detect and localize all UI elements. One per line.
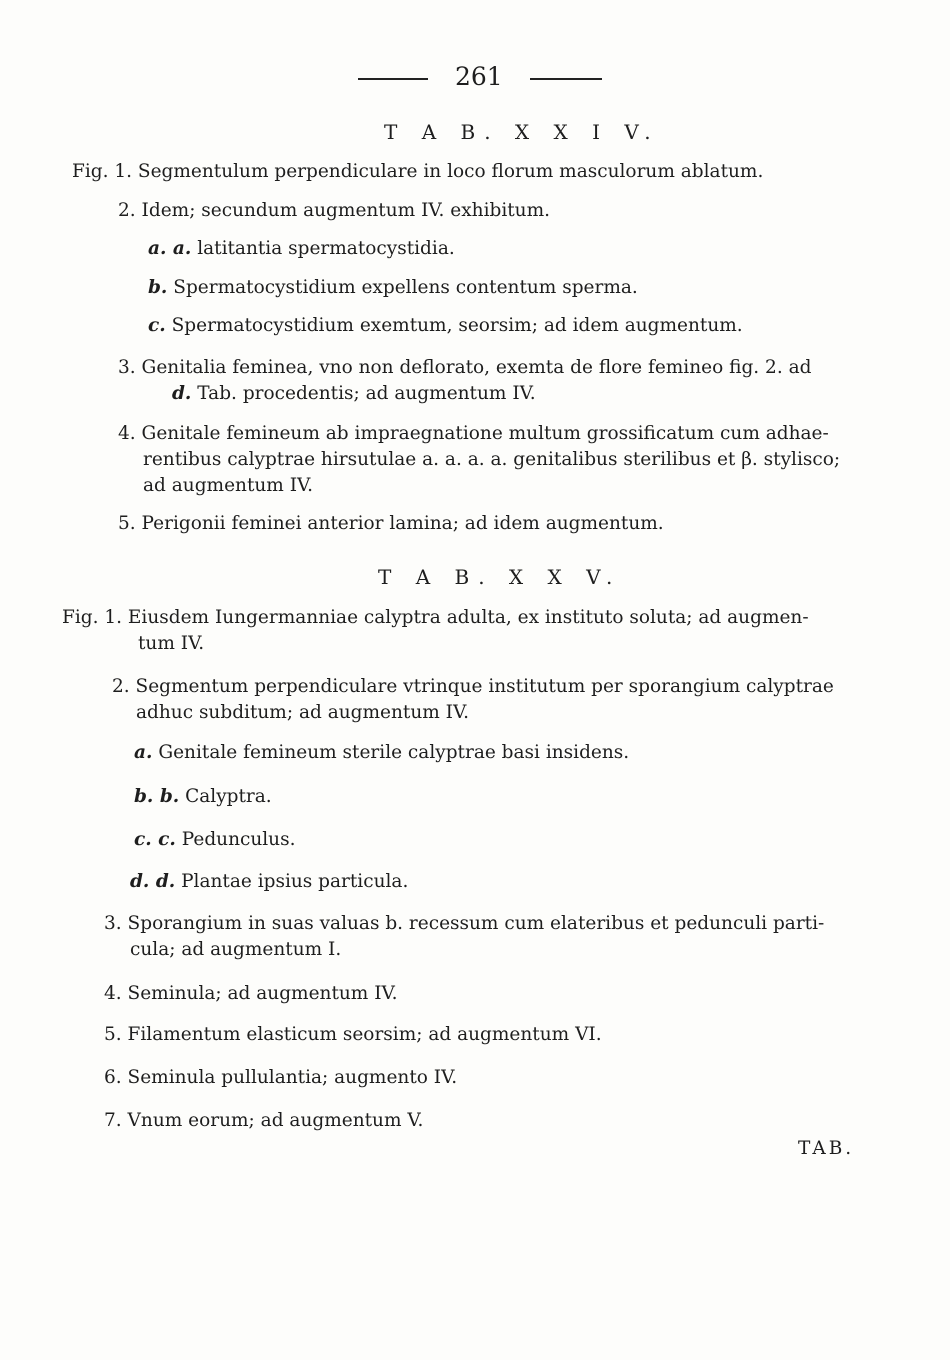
item-number: 5. — [104, 1024, 122, 1045]
list-item-continuation — [138, 632, 204, 656]
list-item — [118, 199, 550, 223]
list-item — [134, 828, 295, 852]
item-text: rentibus calyptrae hirsutulae a. a. a. a. genitalibus sterilibus et β. stylisco; — [143, 449, 841, 470]
item-text: Filamentum elasticum seorsim; ad augmentum VI. — [127, 1024, 602, 1045]
item-text: Pedunculus. — [181, 829, 296, 850]
item-text: Idem; secundum augmentum IV. exhibitum. — [141, 200, 551, 221]
list-item — [118, 512, 664, 536]
item-number: 5. — [118, 513, 136, 534]
item-text: cula; ad augmentum I. — [130, 939, 342, 960]
item-text: Spermatocystidium exemtum, seorsim; ad idem augmentum. — [171, 315, 743, 336]
item-text: Vnum eorum; ad augmentum V. — [127, 1110, 424, 1131]
item-number: 4. — [104, 983, 122, 1004]
item-text: latitantia spermatocystidia. — [197, 238, 455, 259]
list-item-continuation — [130, 938, 341, 962]
list-item — [118, 422, 829, 446]
item-letter: a. — [134, 742, 153, 763]
list-item — [134, 785, 272, 809]
item-text: Tab. procedentis; ad augmentum IV. — [197, 383, 536, 404]
item-text: Sporangium in suas valuas b. recessum cum elateribus et pedunculi parti- — [127, 913, 825, 934]
list-item-continuation — [143, 448, 840, 472]
item-text: Perigonii feminei anterior lamina; ad idem augmentum. — [141, 513, 664, 534]
list-item-continuation — [172, 382, 536, 406]
item-number: 3. — [118, 357, 136, 378]
item-text: Seminula pullulantia; augmento IV. — [127, 1067, 458, 1088]
list-item — [118, 356, 811, 380]
item-number: 2. — [118, 200, 136, 221]
list-item — [130, 870, 408, 894]
list-item — [72, 160, 763, 184]
item-text: adhuc subditum; ad augmentum IV. — [136, 702, 469, 723]
list-item — [148, 237, 455, 261]
list-item — [104, 982, 398, 1006]
item-number: 2. — [112, 676, 130, 697]
list-item — [104, 1023, 602, 1047]
list-item — [134, 741, 629, 765]
item-text: Genitale femineum sterile calyptrae basi insidens. — [158, 742, 630, 763]
item-text: Spermatocystidium expellens contentum sperma. — [173, 277, 638, 298]
item-text: Genitale femineum ab impraegnatione multum grossificatum cum adhae- — [141, 423, 829, 444]
item-text: Plantae ipsius particula. — [181, 871, 409, 892]
page-header — [0, 62, 950, 92]
catchword: TAB. — [798, 1138, 855, 1159]
item-letter: d. d. — [130, 871, 176, 892]
list-item — [148, 276, 638, 300]
list-item — [104, 1066, 457, 1090]
list-item — [148, 314, 743, 338]
item-text: Eiusdem Iungermanniae calyptra adulta, ex instituto soluta; ad augmen- — [127, 607, 809, 628]
item-text: Segmentulum perpendiculare in loco florum masculorum ablatum. — [137, 161, 764, 182]
item-text: Seminula; ad augmentum IV. — [127, 983, 398, 1004]
header-rule-right — [530, 78, 602, 80]
item-text: Calyptra. — [185, 786, 272, 807]
list-item — [104, 912, 824, 936]
item-number: 7. — [104, 1110, 122, 1131]
section-heading-tab-24: T A B. X X I V. — [384, 120, 660, 144]
item-letter: a. a. — [148, 238, 192, 259]
item-number: 3. — [104, 913, 122, 934]
item-number: Fig. 1. — [62, 607, 123, 628]
list-item — [104, 1109, 423, 1133]
list-item — [112, 675, 834, 699]
item-number: 6. — [104, 1067, 122, 1088]
item-text: Genitalia feminea, vno non deflorato, exemta de flore femineo fig. 2. ad — [141, 357, 812, 378]
item-letter: b. b. — [134, 786, 180, 807]
item-text: Segmentum perpendiculare vtrinque institutum per sporangium calyptrae — [135, 676, 834, 697]
item-letter: c. — [148, 315, 166, 336]
header-rule-left — [358, 78, 428, 80]
item-text: ad augmentum IV. — [143, 475, 314, 496]
section-heading-tab-25: T A B. X X V. — [378, 565, 622, 589]
list-item-continuation — [143, 474, 313, 498]
item-number: 4. — [118, 423, 136, 444]
item-letter: d. — [172, 383, 192, 404]
list-item — [62, 606, 809, 630]
item-text: tum IV. — [138, 633, 205, 654]
item-number: Fig. 1. — [72, 161, 133, 182]
page-number: 261 — [455, 62, 503, 91]
item-letter: c. c. — [134, 829, 176, 850]
item-letter: b. — [148, 277, 168, 298]
list-item-continuation — [136, 701, 469, 725]
